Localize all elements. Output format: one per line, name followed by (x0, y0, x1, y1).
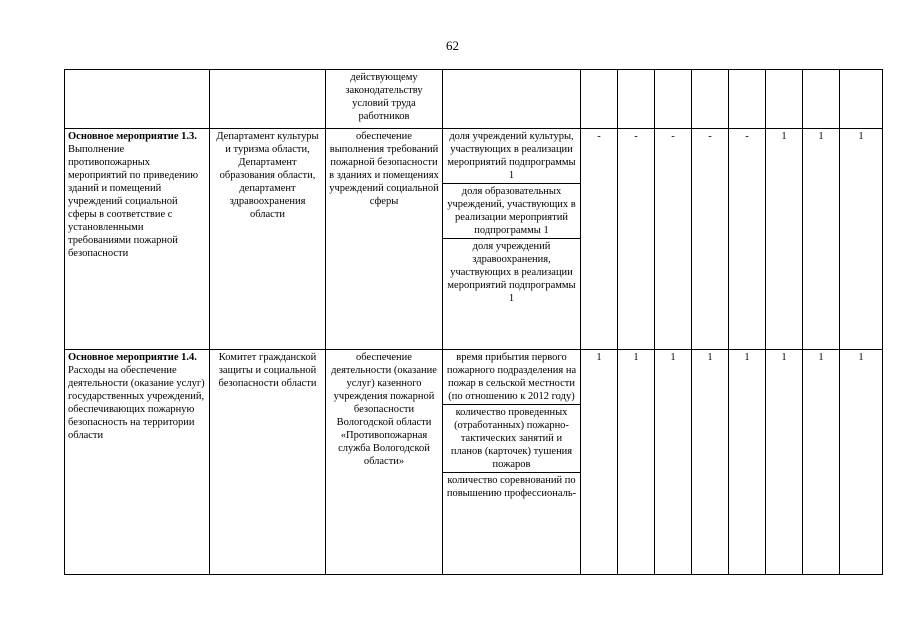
page-number: 62 (446, 38, 459, 53)
cell-value (729, 70, 766, 129)
activity-title (65, 350, 210, 575)
cell-result: действующему законодательству условий труда работников (326, 70, 443, 129)
value-cell: - (655, 129, 692, 350)
value-cell: 1 (766, 350, 803, 575)
value-cell: - (692, 129, 729, 350)
value-cell: 1 (840, 350, 883, 575)
table-row-activity-1-3 (65, 129, 883, 350)
indicator-item: доля учреждений здравоохранения, участвующих в реализации мероприятий подпрограммы 1 (447, 241, 576, 304)
indicator-item: время прибытия первого пожарного подразделения на пожар в сельской местности (по отношению к 2012 году) (443, 350, 580, 405)
value-cell: 1 (803, 129, 840, 350)
value-cell: 1 (729, 350, 766, 575)
value-cell: 1 (581, 350, 618, 575)
value-cell: 1 (840, 129, 883, 350)
table-row-continuation (65, 70, 883, 129)
value-cell: 1 (618, 350, 655, 575)
activity-title (65, 129, 210, 350)
cell-responsible (210, 70, 326, 129)
cell-activity (65, 70, 210, 129)
indicator-item: количество проведенных (отработанных) пожарно-тактических занятий и планов (карточек) тушения пожаров (443, 405, 580, 473)
cell-value (692, 70, 729, 129)
cell-value (766, 70, 803, 129)
cell-value (655, 70, 692, 129)
value-cell: - (618, 129, 655, 350)
indicators-cell (443, 350, 581, 575)
cell-value (840, 70, 883, 129)
table-row-activity-1-4 (65, 350, 883, 575)
expected-result: обеспечение деятельности (оказание услуг) казенного учреждения пожарной безопасности Вологодской области «Противопожарная служба Вологодской области» (326, 350, 443, 575)
program-table (64, 69, 883, 575)
indicator-item: доля учреждений культуры, участвующих в реализации мероприятий подпрограммы 1 (443, 129, 580, 184)
indicator-item: доля образовательных учреждений, участвующих в реализации мероприятий подпрограммы 1 (443, 184, 580, 239)
cell-value (581, 70, 618, 129)
value-cell: - (729, 129, 766, 350)
responsible-executor: Комитет гражданской защиты и социальной безопасности области (210, 350, 326, 575)
cell-indicator (443, 70, 581, 129)
value-cell: 1 (655, 350, 692, 575)
activity-title-bold: Основное мероприятие 1.3. (68, 131, 197, 142)
indicators-cell (443, 129, 581, 350)
expected-result: обеспечение выполнения требований пожарной безопасности в зданиях и помещениях учреждений социальной сферы (326, 129, 443, 350)
indicator-item: количество соревнований по повышению профессиональ- (446, 475, 577, 499)
activity-title-text: Выполнение противопожарных мероприятий по приведению зданий и помещений учреждений социальной сферы в соответствие с установленными требованиями пожарной безопасности (68, 144, 199, 259)
value-cell: 1 (766, 129, 803, 350)
responsible-executor: Департамент культуры и туризма области, Департамент образования области, департамент здравоохранения области (210, 129, 326, 350)
cell-value (618, 70, 655, 129)
value-cell: 1 (692, 350, 729, 575)
activity-title-text: Расходы на обеспечение деятельности (оказание услуг) государственных учреждений, обеспечивающих пожарную безопасность на территории области (68, 365, 205, 441)
value-cell: - (581, 129, 618, 350)
cell-value (803, 70, 840, 129)
value-cell: 1 (803, 350, 840, 575)
activity-title-bold: Основное мероприятие 1.4. (68, 352, 197, 363)
